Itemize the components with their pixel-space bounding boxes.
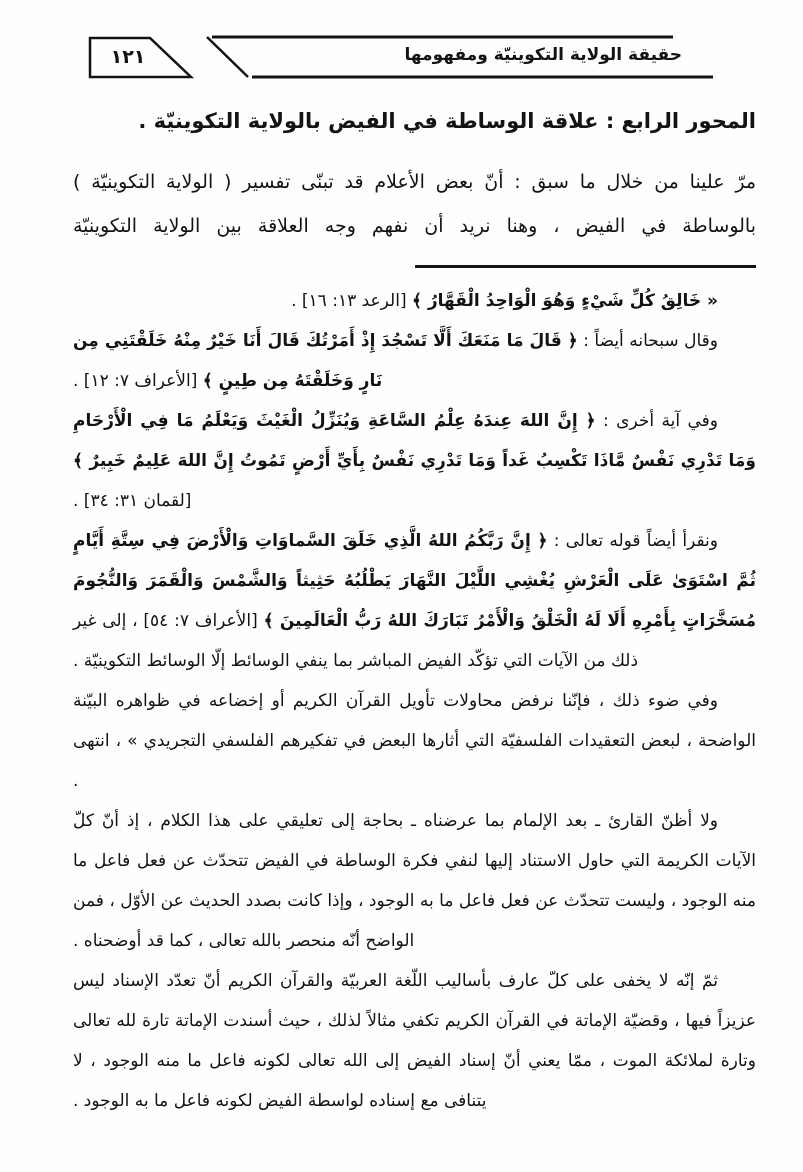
quran-verse: ﴿ إِنَّ رَبَّكُمُ اللهُ الَّذِي خَلَقَ السَّماوَاتِ وَالْأَرْضَ فِي سِتَّةِ أَيَّامٍ ثُمَّ اسْتَوَىٰ عَلَى الْعَرْشِ يُغْشِي اللَّيْلَ النَّهَارَ يَطْلُبُهُ حَثِيثاً وَالشَّمْسَ وَالْقَمَرَ وَالنُّجُومَ مُسَخَّرَاتٍ بِأَمْرِهِ أَلَا لَهُ الْخَلْقُ وَالْأَمْرُ تَبَارَكَ اللهُ رَبُّ الْعَالَمِينَ ﴾ xyxy=(73,531,756,632)
page-content xyxy=(73,106,756,1121)
footnote-text: [لقمان ٣١: ٣٤] . xyxy=(73,491,192,512)
footnote-text: ولا أظنّ القارئ ـ بعد الإلمام بما عرضناه ـ بحاجة إلى تعليقي على هذا الكلام ، إذ أنّ كلّ الآيات الكريمة التي حاول الاستناد إليها لنفي فكرة الوساطة في الفيض تتحدّث عن فعل فاعل ما منه الوجود ، وليست تتحدّث عن فعل فاعل ما به الوجود ، وإذا كانت بصدد الحديث عن الأوّل ، فمن الواضح أنّه منحصر بالله تعالى ، كما قد أوضحناه . xyxy=(73,811,756,952)
footnote-text: [الأعراف ٧: ١٢] . xyxy=(73,371,203,392)
footnote-text: ثمّ إنّه لا يخفى على كلّ عارف بأساليب اللّغة العربيّة والقرآن الكريم أنّ تعدّد الإسناد ليس عزيزاً فيها ، وقضيّة الإماتة في القرآن الكريم تكفي مثالاً لذلك ، حيث أسندت الإماتة تارة لله تعالى وتارة لملائكة الموت ، ممّا يعني أنّ إسناد الفيض إلى الله تعالى لكونه فاعل ما منه الوجود ، لا يتنافى مع إسناده لواسطة الفيض لكونه فاعل ما به الوجود . xyxy=(73,971,756,1112)
quran-verse: « خَالِقُ كُلِّ شَيْءٍ وَهُوَ الْوَاحِدُ الْقَهَّارُ ﴾ xyxy=(412,291,718,312)
footnote-paragraph xyxy=(73,801,756,961)
footnote-paragraph xyxy=(73,681,756,801)
section-heading: المحور الرابع : علاقة الوساطة في الفيض بالولاية التكوينيّة . xyxy=(138,109,756,133)
footnote-paragraph xyxy=(73,521,756,681)
running-header-title: حقيقة الولاية التكوينيّة ومفهومها xyxy=(404,45,682,65)
body-paragraph: مرّ علينا من خلال ما سبق : أنّ بعض الأعلام قد تبنّى تفسير ( الولاية التكوينيّة ) بالوساطة في الفيض ، وهنا نريد أن نفهم وجه العلاقة بين الولاية التكوينيّة xyxy=(73,171,756,238)
footnote-text: [الرعد ١٣: ١٦] . xyxy=(291,291,412,312)
header-diagonal-stroke xyxy=(207,37,248,77)
quran-verse: ﴿ قَالَ مَا مَنَعَكَ أَلَّا تَسْجُدَ إِذْ أَمَرْتُكَ قَالَ أَنَا خَيْرٌ مِنْهُ خَلَقْتَنِي مِن نَارٍ وَخَلَقْتَهُ مِن طِينٍ ﴾ xyxy=(73,331,578,392)
footnote-separator xyxy=(415,265,756,268)
footnote-paragraph xyxy=(73,321,756,401)
footnote-paragraph xyxy=(73,961,756,1121)
footnote-text: وقال سبحانه أيضاً : xyxy=(577,331,718,352)
footnote xyxy=(73,281,756,1121)
footnote-paragraph xyxy=(73,281,756,321)
footnote-text: وفي آية أخرى : xyxy=(595,411,718,432)
footnote-paragraph xyxy=(73,401,756,521)
footnote-text: وفي ضوء ذلك ، فإنّنا نرفض محاولات تأويل القرآن الكريم أو إخضاعه في ظواهره البيّنة الواضحة ، لبعض التعقيدات الفلسفيّة التي أثارها البعض في تفكيرهم الفلسفي التجريدي » ، انتهى . xyxy=(73,691,756,792)
page-number: ١٢١ xyxy=(110,46,146,68)
footnote-text: ونقرأ أيضاً قوله تعالى : xyxy=(547,531,718,552)
footnote-text: [الأعراف ٧: ٥٤] ، إلى غير ذلك من الآيات التي تؤكّد الفيض المباشر بما ينفي الوسائط إلّا الوسائط التكوينيّة . xyxy=(73,611,639,672)
quran-verse: ﴿ إِنَّ اللهَ عِندَهُ عِلْمُ السَّاعَةِ وَيُنَزِّلُ الْغَيْثَ وَيَعْلَمُ مَا فِي الْأَرْحَامِ وَمَا تَدْرِي نَفْسٌ مَّاذَا تَكْسِبُ غَداً وَمَا تَدْرِي نَفْسٌ بِأَيِّ أَرْضٍ تَمُوتُ إِنَّ اللهَ عَلِيمٌ خَبِيرٌ ﴾ xyxy=(73,411,756,472)
